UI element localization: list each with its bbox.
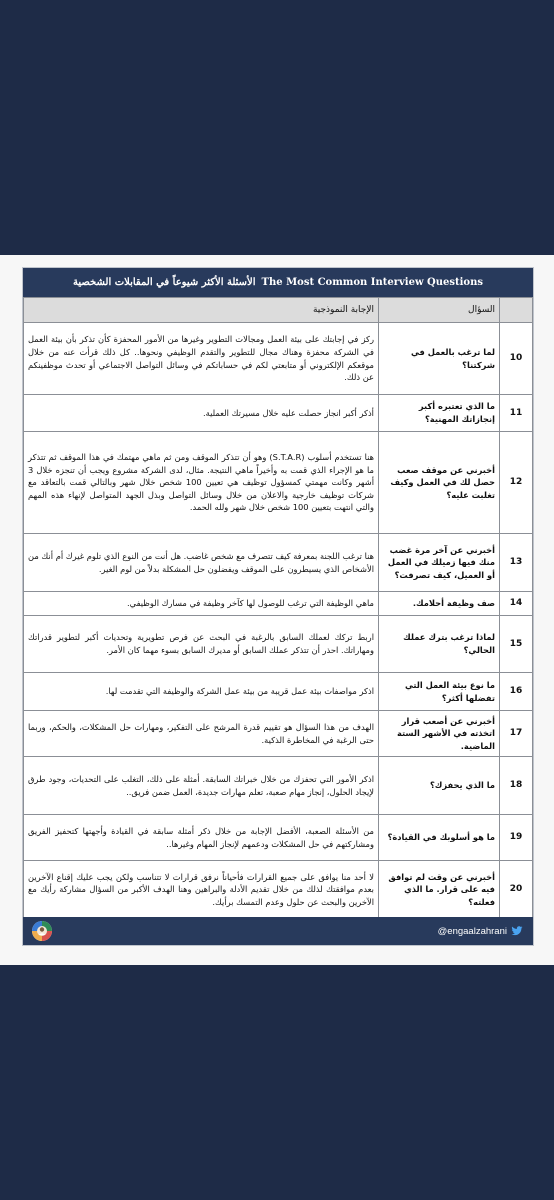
header-number-cell (500, 298, 533, 323)
twitter-bird-icon (511, 925, 523, 937)
row-question: ما الذي يحفزك؟ (379, 757, 500, 815)
row-question: لماذا ترغب بترك عملك الحالي؟ (379, 616, 500, 673)
document-title-bar (23, 268, 533, 297)
document-footer (23, 917, 533, 945)
row-answer: لا أحد منا يوافق على جميع القرارات فأحياناً نرفق قرارات لا تتناسب ولكن يجب عليك إقناع الآخرين بعدم موافقتك لذلك من خلال تقديم الأدلة والبراهين وهنا الهدف الأكبر من السؤال مشاركة رأيك مع الآخرين والبحث عن حلول وعدم التمسك برأيك. (24, 861, 379, 919)
table-row (24, 673, 533, 711)
row-number: 20 (500, 861, 533, 919)
table-row (24, 861, 533, 919)
row-number: 13 (500, 534, 533, 592)
table-header-row (24, 298, 533, 323)
table-row (24, 395, 533, 432)
row-answer: ماهي الوظيفة التي ترغب للوصول لها كآخر وظيفة في مسارك الوظيفي. (24, 592, 379, 616)
row-number: 18 (500, 757, 533, 815)
row-question: أخبرني عن موقف صعب حصل لك في العمل وكيف تغلبت عليه؟ (379, 432, 500, 534)
row-number: 19 (500, 815, 533, 861)
row-answer: اذكر مواصفات بيئة عمل قريبة من بيئة عمل الشركة والوظيفة التي تقدمت لها. (24, 673, 379, 711)
table-row (24, 592, 533, 616)
table-row (24, 534, 533, 592)
row-answer: ركز في إجابتك على بيئة العمل ومجالات التطوير وغيرها من الأمور المحفزة كأن تذكر بأن بيئة العمل في الشركة محفزة وهناك مجال للتطوير والتقدم الوظيفي ونحوها.. كل ذلك قرأت عنه من خلال موقعكم الإلكتروني أو متابعتي لكم في حساباتكم في وسائل التواصل الاجتماعي أو تحدث موظفينكم عن ذلك. (24, 323, 379, 395)
table-row (24, 711, 533, 757)
row-question: أخبرني عن أصعب قرار اتخذته في الأشهر الستة الماضية. (379, 711, 500, 757)
row-answer: أذكر أكبر انجاز حصلت عليه خلال مسيرتك العملية. (24, 395, 379, 432)
row-question: ما هو أسلوبك في القيادة؟ (379, 815, 500, 861)
table-row (24, 757, 533, 815)
questions-table (23, 297, 533, 919)
row-number: 17 (500, 711, 533, 757)
twitter-handle: @engaalzahrani (437, 925, 507, 937)
header-answer: الإجابة النموذجية (24, 298, 379, 323)
row-number: 11 (500, 395, 533, 432)
row-question: لما ترغب بالعمل في شركتنا؟ (379, 323, 500, 395)
row-question: أخبرني عن وقت لم توافق فيه على قرار. ما الذي فعلته؟ (379, 861, 500, 919)
table-row (24, 616, 533, 673)
row-answer: اربط تركك لعملك السابق بالرغبة في البحث عن فرص تطويرية وتحديات أكبر لتطوير قدراتك ومهاراتك. احذر أن تتذكر عملك السابق أو مديرك السابق بسوء مهما كان الأمر. (24, 616, 379, 673)
row-answer: الهدف من هذا السؤال هو تقييم قدرة المرشح على التفكير، ومهارات حل المشكلات، والحكم، وربما حتى الرغبة في المخاطرة الذكية. (24, 711, 379, 757)
row-number: 14 (500, 592, 533, 616)
table-row (24, 815, 533, 861)
table-row (24, 432, 533, 534)
row-number: 10 (500, 323, 533, 395)
row-question: أخبرني عن آخر مرة غضب منك فيها زميلك في العمل أو العميل، كيف تصرفت؟ (379, 534, 500, 592)
row-answer: هنا ترغب اللجنة بمعرفة كيف تتصرف مع شخص غاضب. هل أنت من النوع الذي تلوم غيرك أم أنك من الأشخاص الذي يسيطرون على الموقف ويفضلون حل المشكلة بدلاً من لوم الغير. (24, 534, 379, 592)
twitter-handle-group (438, 925, 523, 937)
title-arabic: الأسئلة الأكثر شيوعاً في المقابلات الشخصية (72, 277, 256, 288)
row-number: 16 (500, 673, 533, 711)
row-answer: اذكر الأمور التي تحفزك من خلال خبراتك السابقة. أمثلة على ذلك، التغلب على التحديات، وجود طرق لإيجاد الحلول، إنجاز مهام صعبة، تعلم مهارات جديدة، العمل ضمن فريق.. (24, 757, 379, 815)
header-question: السؤال (379, 298, 500, 323)
row-number: 12 (500, 432, 533, 534)
row-question: صف وظيفة أحلامك. (379, 592, 500, 616)
row-answer: هنا تستخدم أسلوب (S.T.A.R) وهو أن تتذكر الموقف ومن ثم ماهي مهتمك في هذا الموقف ثم تتذكر ما هو الإجراء الذي قمت به وأخيراً ماهي النتيجة. مثال، لدى الشركة مشروع ويجب أن تنجزه خلال 3 أشهر وكانت مهمتي كمسؤول توظيف هي تعيين 100 شخص خلال شهر وبالتالي قمت بالتعاقد مع شركات توظيف خارجية والاعلان من خلال وسائل التواصل وبذل الجهد المتواصل لإنهاء هذه المهم والتي انتهت بتعيين 100 شخص خلال شهر ولله الحمد. (24, 432, 379, 534)
row-answer: من الأسئلة الصعبة، الأفضل الإجابة من خلال ذكر أمثلة سابقة في القيادة وأجهتها كتحفيز الفريق ومشاركتهم في حل المشكلات ودعمهم لإنجاز المهام وغيرها.. (24, 815, 379, 861)
row-number: 15 (500, 616, 533, 673)
author-logo-icon (31, 920, 53, 942)
row-question: ما نوع بيئة العمل التي تفضلها أكثر؟ (379, 673, 500, 711)
row-question: ما الذي تعتبره أكبر إنجازاتك المهنية؟ (379, 395, 500, 432)
title-english: The Most Common Interview Questions (261, 277, 484, 288)
table-row (24, 323, 533, 395)
interview-questions-document (22, 267, 534, 946)
